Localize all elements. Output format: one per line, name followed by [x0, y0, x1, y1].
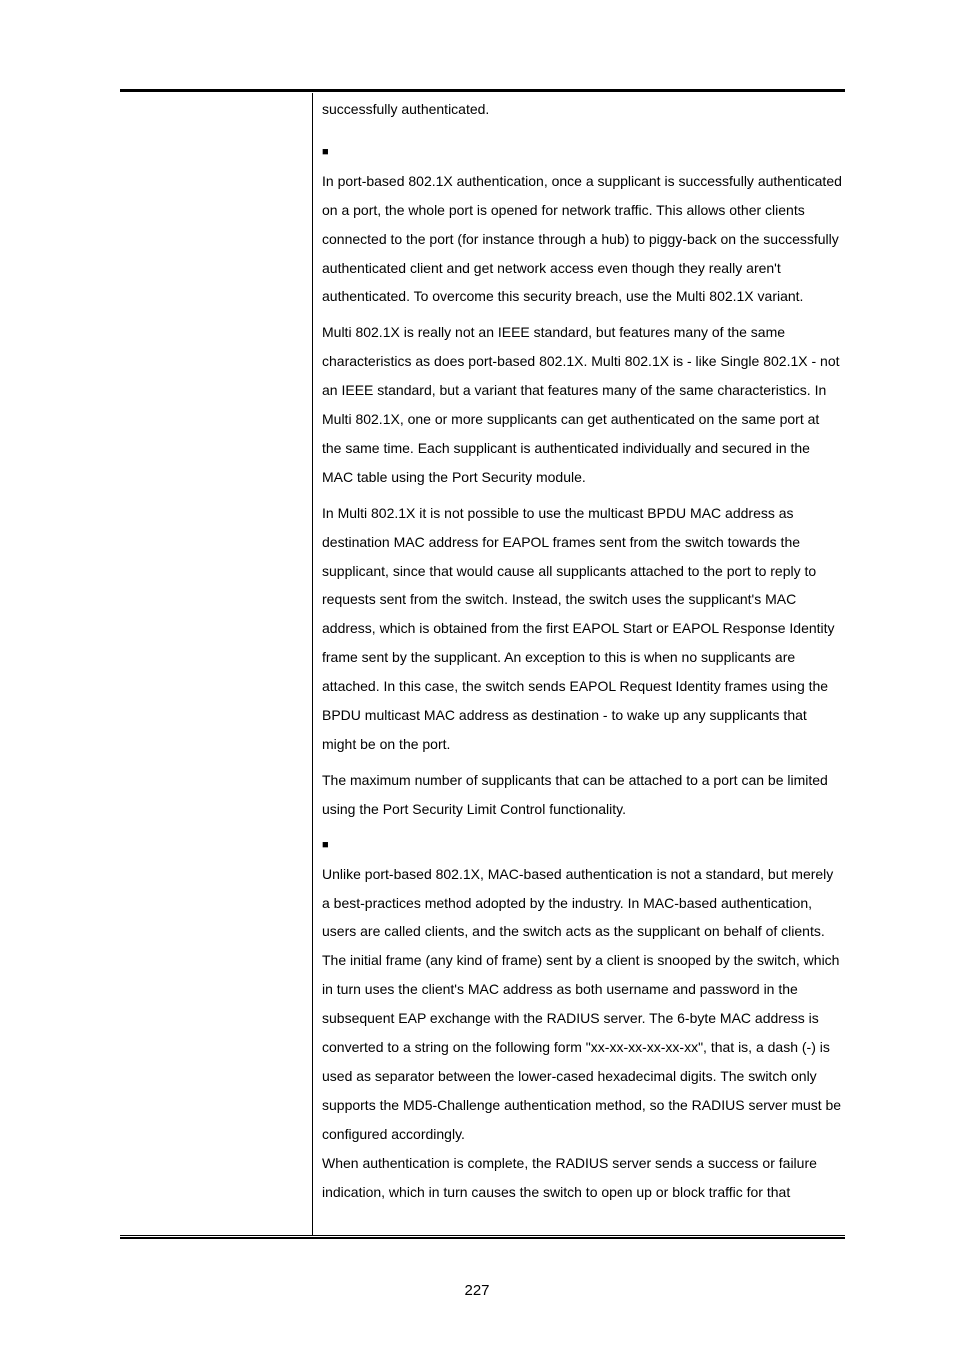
- paragraph-max-supplicants: The maximum number of supplicants that can be attached to a port can be limited using the Port Security Limit Control functionality.: [322, 771, 828, 817]
- paragraph-multi-802-1x-eapol: In Multi 802.1X it is not possible to use the multicast BPDU MAC address as destination MAC address for EAPOL frames sent from the switch towards the supplicant, since that would cause all supplicants attached to the port to reply to requests sent from the switch. Instead, the switch uses the supplicant's MAC address, which is obtained from the first EAPOL Start or EAPOL Response Identity frame sent by the supplicant. An exception to this is when no supplicants are attached. In this case, the switch sends EAPOL Request Identity frames using the BPDU multicast MAC address as destination - to wake up any supplicants that might be on the port.: [322, 504, 835, 753]
- table-bottom-rule: [120, 1235, 845, 1239]
- paragraph-multi-802-1x: Multi 802.1X is really not an IEEE standard, but features many of the same characteristics as does port-based 802.1X. Multi 802.1X is - like Single 802.1X - not an IEEE standard, but a variant that features many of the same characteristics. In Multi 802.1X, one or more supplicants can get authenticated on the same port at the same time. Each supplicant is authenticated individually and secured in the MAC table using the Port Security module.: [322, 324, 840, 485]
- table-column-divider: [312, 93, 313, 1236]
- bullet-marker-mac-based: ■: [322, 838, 329, 851]
- bullet-marker-single-802-1x: ■: [322, 145, 329, 158]
- paragraph-auth-complete: When authentication is complete, the RADIUS server sends a success or failure indication, which in turn causes the switch to open up or block traffic for that: [322, 1154, 817, 1200]
- paragraph-mac-based-auth: Unlike port-based 802.1X, MAC-based authentication is not a standard, but merely a best-practices method adopted by the industry. In MAC-based authentication, users are called clients, and the switch acts as the supplicant on behalf of clients. The initial frame (any kind of frame) sent by a client is snooped by the switch, which in turn uses the client's MAC address as both username and password in the subsequent EAP exchange with the RADIUS server. The 6-byte MAC address is converted to a string on the following form "xx-xx-xx-xx-xx-xx", that is, a dash (-) is used as separator between the lower-cased hexadecimal digits. The switch only supports the MD5-Challenge authentication method, so the RADIUS server must be configured accordingly.: [322, 865, 842, 1142]
- description-cell: [322, 95, 842, 1207]
- table-top-rule: [120, 89, 845, 92]
- paragraph-continuation: successfully authenticated.: [322, 101, 490, 117]
- paragraph-port-based-802-1x: In port-based 802.1X authentication, once a supplicant is successfully authenticated on a port, the whole port is opened for network traffic. This allows other clients connected to the port (for instance through a hub) to piggy-back on the successfully authenticated client and get network access even though they really aren't authenticated. To overcome this security breach, use the Multi 802.1X variant.: [322, 172, 842, 305]
- page-number: 227: [464, 1282, 490, 1299]
